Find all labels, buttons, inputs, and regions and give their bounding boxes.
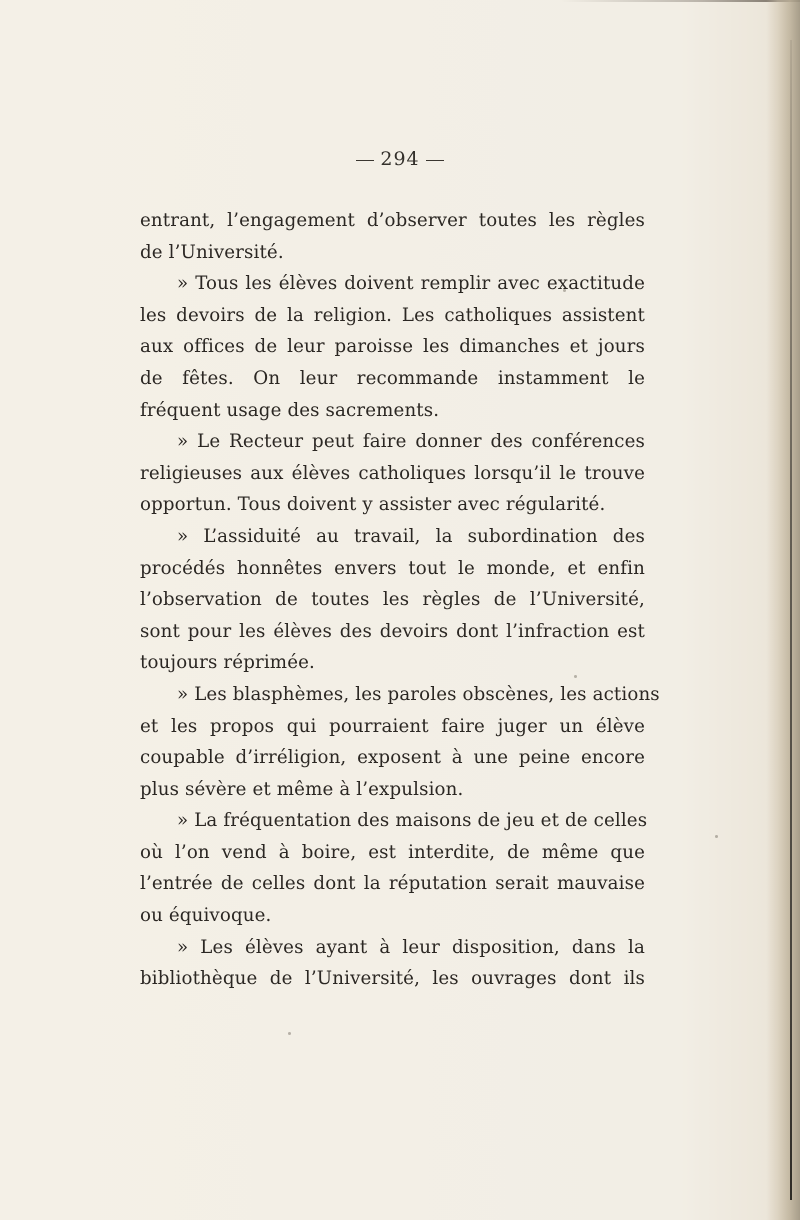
text-line: » Tous les élèves doivent remplir avec exactitude [177, 273, 645, 295]
text-line: fréquent usage des sacrements. [140, 399, 440, 421]
text-line: l’observation de toutes les règles de l’Université, [140, 589, 645, 611]
text-line: où l’on vend à boire, est interdite, de même que [140, 841, 645, 863]
text-line: toujours réprimée. [140, 652, 315, 674]
text-line: de fêtes. On leur recommande instamment le [140, 367, 645, 389]
page-number: 294 [380, 148, 420, 170]
text-line: » L’assiduité au travail, la subordination des [177, 525, 645, 547]
text-line: » La fréquentation des maisons de jeu et de celles [177, 810, 648, 832]
paper-speck [715, 835, 718, 838]
body-text [140, 205, 660, 995]
top-edge-shadow [560, 0, 800, 2]
paper-speck [288, 1032, 291, 1035]
text-line: » Les élèves ayant à leur disposition, dans la [177, 936, 645, 958]
page-edge-shadow [766, 0, 800, 1220]
binding-edge-line [790, 40, 792, 1200]
text-line: » Le Recteur peut faire donner des conférences [177, 431, 645, 453]
text-line: les devoirs de la religion. Les catholiques assistent [140, 304, 645, 326]
text-line: » Les blasphèmes, les paroles obscènes, les actions [177, 683, 660, 705]
paper-speck [563, 289, 566, 292]
text-line: sont pour les élèves des devoirs dont l’infraction est [140, 620, 645, 642]
text-line: ou équivoque. [140, 905, 272, 927]
dash-right [426, 160, 444, 161]
page-number-header [0, 148, 800, 170]
text-line: de l’Université. [140, 241, 284, 263]
text-line: bibliothèque de l’Université, les ouvrages dont ils [140, 968, 645, 990]
text-line: aux offices de leur paroisse les dimanches et jours [140, 336, 645, 358]
paper-speck [574, 675, 577, 678]
text-line: plus sévère et même à l’expulsion. [140, 778, 464, 800]
text-line: opportun. Tous doivent y assister avec régularité. [140, 494, 606, 516]
text-line: coupable d’irréligion, exposent à une peine encore [140, 747, 645, 769]
dash-left [356, 160, 374, 161]
text-line: religieuses aux élèves catholiques lorsqu’il le trouve [140, 462, 645, 484]
text-line: et les propos qui pourraient faire juger un élève [140, 715, 645, 737]
text-line: procédés honnêtes envers tout le monde, et enfin [140, 557, 645, 579]
text-line: entrant, l’engagement d’observer toutes les règles [140, 210, 645, 231]
text-line: l’entrée de celles dont la réputation serait mauvaise [140, 873, 645, 895]
